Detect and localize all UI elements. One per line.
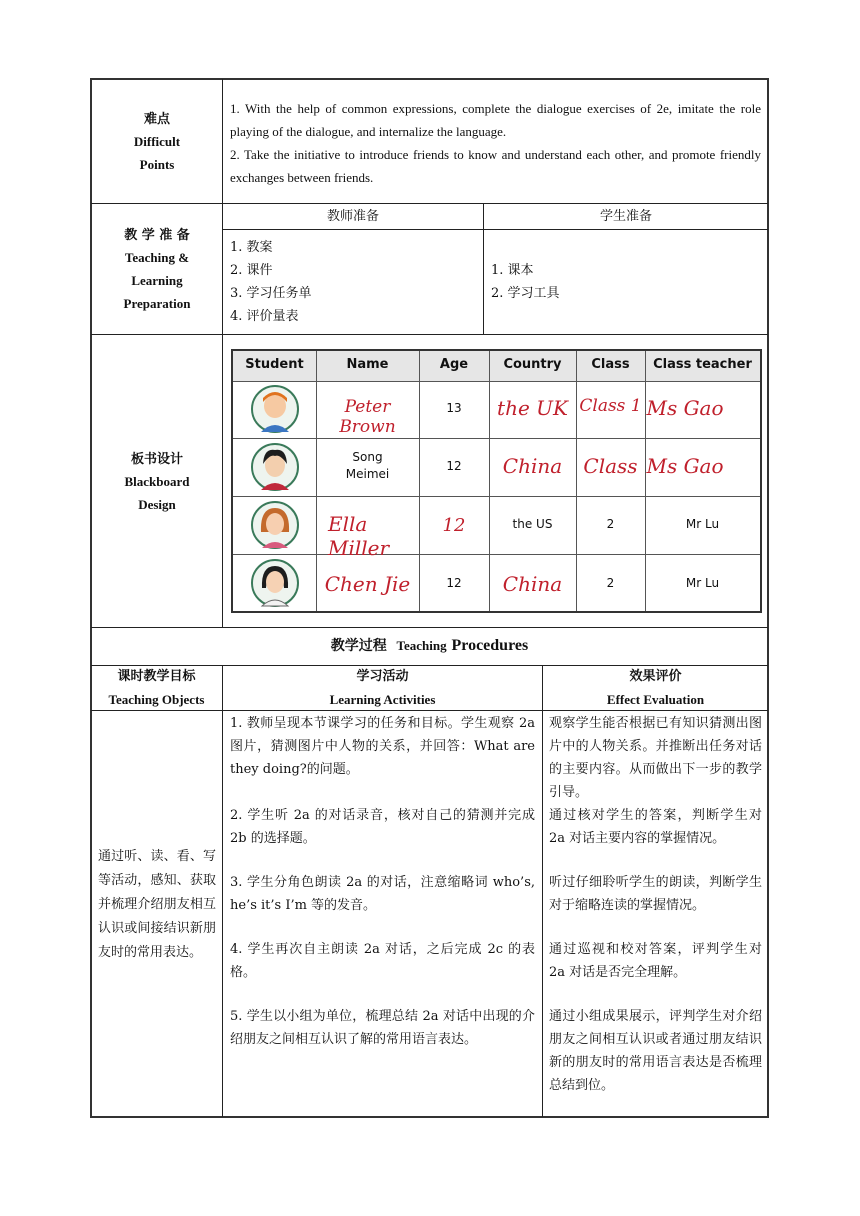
col-objects-cn: 课时教学目标 (117, 669, 196, 684)
bb-country-4: China (502, 572, 563, 596)
col-evaluation-cn: 效果评价 (629, 669, 682, 684)
col-activities-en: Learning Activities (329, 692, 436, 707)
teaching-objective: 通过听、读、看、写等活动，感知、获取并梳理介绍朋友相互认识或间接结识新朋友时的常用表达。 (98, 849, 216, 960)
bb-age-1: 13 (446, 401, 462, 415)
blackboard-label-en-2: Design (138, 497, 176, 512)
difficult-label-en: Difficult (133, 134, 181, 149)
difficult-label-cn: 难点 (143, 112, 170, 127)
blackboard-label-cn: 板书设计 (130, 452, 183, 467)
bb-class-2: Class (583, 454, 638, 478)
list-item: 4. 评价量表 (230, 309, 299, 324)
bb-class-1: Class 1 (579, 396, 642, 416)
bb-country-3: the US (512, 517, 553, 531)
list-item: 1. 教案 (230, 240, 273, 255)
bb-teacher-4: Mr Lu (685, 576, 720, 590)
bb-teacher-2: Ms Gao (646, 454, 724, 478)
evaluation-5: 通过小组成果展示，评判学生对介绍朋友之间相互认识或者通过朋友结识新的朋友时的常用语言表达是否梳理总结到位。 (549, 1009, 762, 1093)
blackboard-table (231, 349, 762, 613)
header-class: Class (591, 357, 630, 372)
activity-2: 2. 学生听 2a 的对话录音，核对自己的猜测并完成 2b 的选择题。 (230, 808, 535, 846)
bb-teacher-3: Mr Lu (685, 517, 720, 531)
bb-age-2: 12 (446, 459, 462, 473)
difficult-point-1: 1. With the help of common expressions, complete the dialogue exercises of 2e, imitate the role playing of the dialogue, and internalize the language. (230, 101, 761, 139)
bb-name-3: Ella Miller (328, 512, 390, 560)
bb-age-4: 12 (446, 576, 462, 590)
col-objects-en: Teaching Objects (108, 692, 205, 707)
bb-name-2-line2: Meimei (345, 467, 390, 481)
procedures-title-en-2: Procedures (451, 637, 529, 654)
prep-label-en-2: Learning (131, 273, 183, 288)
header-name: Name (346, 357, 389, 372)
list-item: 3. 学习任务单 (230, 286, 312, 301)
bb-class-3: 2 (606, 517, 615, 531)
activity-1: 1. 教师呈现本节课学习的任务和目标。学生观察 2a 图片，猜测图片中人物的关系，并回答：What are they doing?的问题。 (230, 716, 535, 777)
student-avatar-chen (250, 558, 300, 608)
bb-age-3: 12 (442, 515, 466, 536)
bb-teacher-1: Ms Gao (646, 396, 724, 420)
bb-country-2: China (502, 454, 563, 478)
difficult-label-en-2: Points (139, 157, 175, 172)
procedures-title-en-1: Teaching (396, 638, 447, 653)
list-item: 1. 课本 (491, 263, 534, 278)
student-avatar-peter (250, 384, 300, 434)
list-item: 2. 课件 (230, 263, 273, 278)
header-class-teacher: Class teacher (653, 357, 752, 372)
evaluation-2: 通过核对学生的答案，判断学生对 2a 对话主要内容的掌握情况。 (549, 808, 762, 846)
bb-country-1: the UK (497, 396, 568, 420)
activity-3: 3. 学生分角色朗读 2a 的对话，注意缩略词 who’s, he’s it’s I’m 等的发音。 (230, 875, 535, 913)
difficult-point-2: 2. Take the initiative to introduce friends to know and understand each other, and promote friendly exchanges between friends. (230, 147, 761, 185)
bb-name-4: Chen Jie (324, 572, 411, 596)
bb-class-4: 2 (606, 576, 615, 590)
teacher-prep-header: 教师准备 (326, 209, 379, 224)
student-prep-header: 学生准备 (599, 209, 652, 224)
procedures-title-cn: 教学过程 (330, 638, 387, 654)
bb-name-1: Peter Brown (339, 397, 396, 437)
activity-5: 5. 学生以小组为单位，梳理总结 2a 对话中出现的介绍朋友之间相互认识了解的常用语言表达。 (230, 1009, 535, 1047)
activity-4: 4. 学生再次自主朗读 2a 对话，之后完成 2c 的表格。 (230, 942, 535, 980)
student-avatar-song (250, 442, 300, 492)
prep-label-en-1: Teaching & (124, 250, 190, 265)
student-avatar-ella (250, 500, 300, 550)
col-activities-cn: 学习活动 (356, 669, 409, 684)
evaluation-3: 听过仔细聆听学生的朗读，判断学生对于缩略连读的掌握情况。 (549, 875, 762, 913)
col-evaluation-en: Effect Evaluation (606, 692, 705, 707)
header-age: Age (439, 357, 469, 372)
prep-label-cn: 教 学 准 备 (124, 228, 190, 243)
header-country: Country (503, 357, 562, 372)
evaluation-4: 通过巡视和校对答案，评判学生对 2a 对话是否完全理解。 (549, 942, 762, 980)
procedures-title (91, 635, 768, 657)
bb-name-2-line1: Song (352, 450, 383, 464)
list-item: 2. 学习工具 (491, 286, 560, 301)
evaluation-1: 观察学生能否根据已有知识猜测出图片中的人物关系。并推断出任务对话的主要内容。从而做出下一步的教学引导。 (549, 716, 762, 800)
header-student: Student (245, 357, 304, 372)
blackboard-label-en-1: Blackboard (124, 474, 190, 489)
prep-label-en-3: Preparation (123, 296, 191, 311)
